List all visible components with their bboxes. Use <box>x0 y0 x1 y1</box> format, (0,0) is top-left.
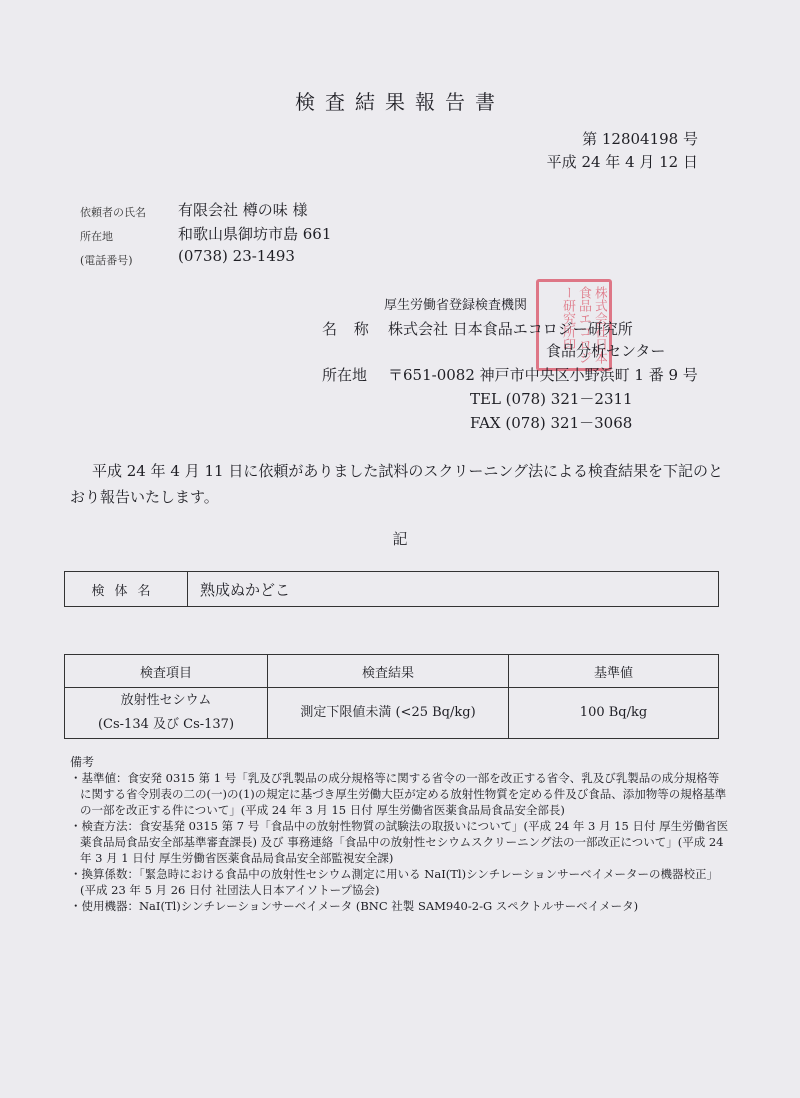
requester-address-label: 所在地 <box>80 230 113 243</box>
notes-list <box>70 770 730 914</box>
organization-name-label: 名 称 <box>322 320 375 338</box>
ki-heading: 記 <box>392 530 408 548</box>
requester-phone-value: (0738) 23-1493 <box>178 247 295 265</box>
organization-fax: FAX (078) 321－3068 <box>470 414 633 432</box>
requester-phone-label: (電話番号) <box>80 254 133 267</box>
requester-name-value: 有限会社 樽の味 様 <box>178 201 308 219</box>
note-item: ・基準値：食安発 0315 第 1 号「乳及び乳製品の成分規格等に関する省令の一部を改正する省令、乳及び乳製品の成分規格等に関する省令別表の二の(一)の(1)の規定に基づき厚生労働大臣が定める放射性物質を定める件及び食品、添加物等の規格基準の一部を改正する件について」(平成 24 年 3 月 15 日付 厚生労働省医薬食品局食品安全部長) <box>70 771 727 817</box>
header-test-result: 検査結果 <box>268 655 509 688</box>
organization-tel: TEL (078) 321－2311 <box>470 390 633 408</box>
document-number: 第 12804198 号 <box>582 130 698 148</box>
requester-name-label: 依頼者の氏名 <box>80 206 146 219</box>
header-test-item: 検査項目 <box>65 655 268 688</box>
note-item: ・検査方法：食安基発 0315 第 7 号「食品中の放射性物質の試験法の取扱いについて」(平成 24 年 3 月 15 日付 厚生労働省医薬食品局食品安全部基準審査課長) 及び 事務連絡「食品中の放射性セシウムスクリーニング法の一部改正について」(平成 24 年 3 月 1 日付 厚生労働省医薬食品局食品安全部監視安全課) <box>70 819 729 865</box>
test-item-isotopes: (Cs-134 及び Cs-137) <box>97 717 235 732</box>
sample-table <box>64 571 719 607</box>
organization-name-line1: 株式会社 日本食品エコロジー研究所 <box>388 320 633 338</box>
standard-value-cell: 100 Bq/kg <box>509 688 719 739</box>
note-item: ・換算係数：「緊急時における食品中の放射性セシウム測定に用いる NaI(Tl)シンチレーションサーベイメーターの機器校正」(平成 23 年 5 月 26 日付 社団法人日本アイソトープ協会) <box>70 867 718 897</box>
test-result-cell: 測定下限値未満 (<25 Bq/kg) <box>268 688 509 739</box>
page-title: 検査結果報告書 <box>295 90 505 114</box>
organization-address-value: 〒651-0082 神戸市中央区小野浜町 1 番 9 号 <box>388 366 698 384</box>
requester-address-value: 和歌山県御坊市島 661 <box>178 225 332 243</box>
notes-title: 備考 <box>70 755 95 769</box>
note-item: ・使用機器：NaI(Tl)シンチレーションサーベイメータ (BNC 社製 SAM940-2-G スペクトルサーベイメータ) <box>70 899 639 913</box>
organization-registration: 厚生労働省登録検査機関 <box>384 298 528 313</box>
sample-label: 検体名 <box>65 572 188 607</box>
header-standard-value: 基準値 <box>509 655 719 688</box>
organization-address-label: 所在地 <box>322 366 368 384</box>
test-item-name: 放射性セシウム <box>120 693 212 708</box>
organization-name-line2: 食品分析センター <box>546 342 666 360</box>
document-date: 平成 24 年 4 月 12 日 <box>546 153 698 171</box>
sample-value: 熟成ぬかどこ <box>188 572 719 607</box>
intro-paragraph: 平成 24 年 4 月 11 日に依頼がありました試料のスクリーニング法による検査結果を下記のとおり報告いたします。 <box>70 462 724 506</box>
results-table <box>64 654 719 739</box>
test-item-cell <box>65 688 268 739</box>
seal-text: 株式会社日本食品エコロジー研究所印 <box>560 286 607 364</box>
